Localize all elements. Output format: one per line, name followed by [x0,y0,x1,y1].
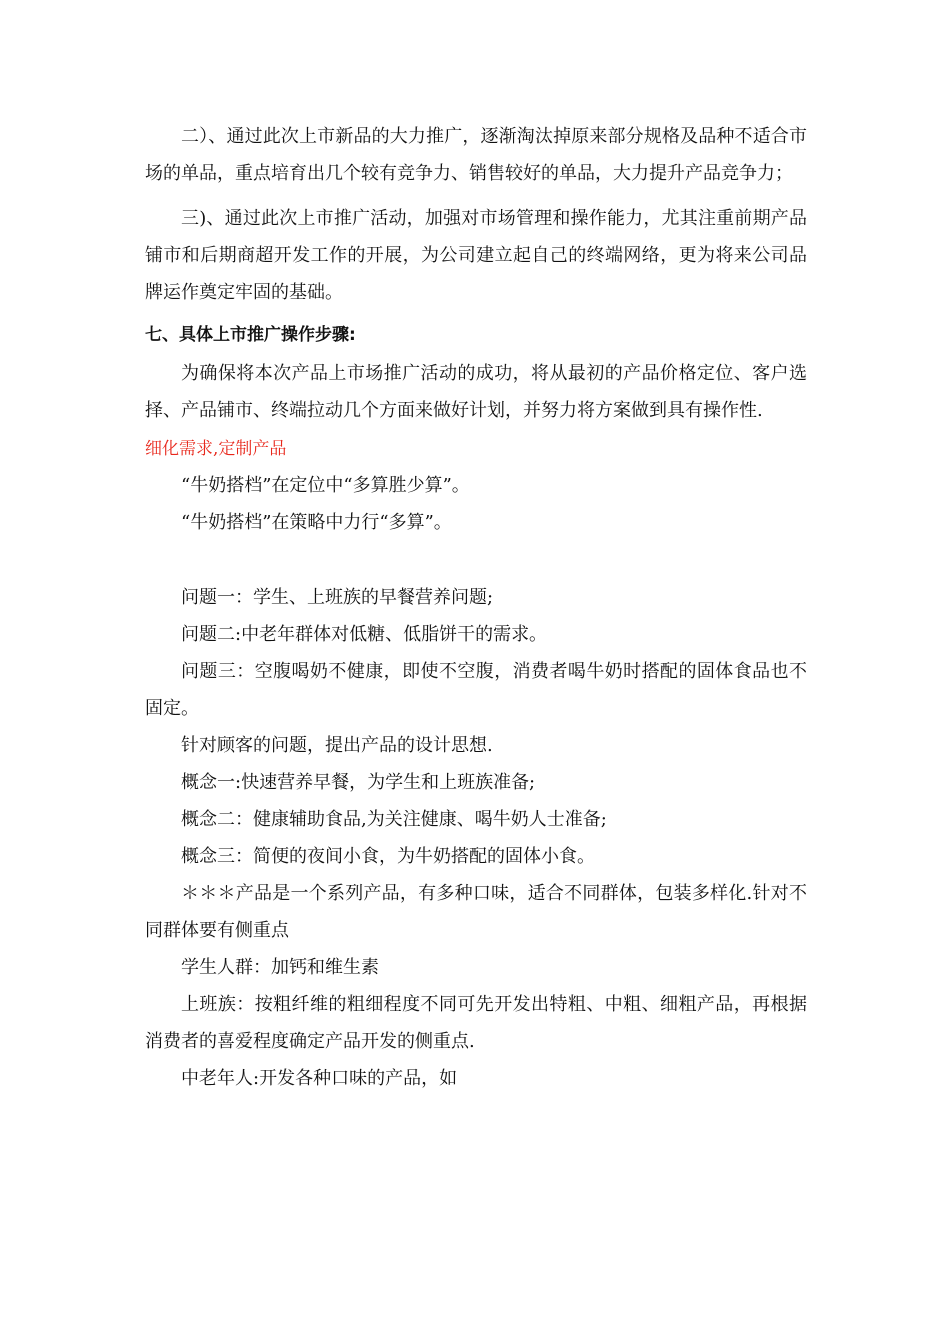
paragraph-intro: 为确保将本次产品上市场推广活动的成功，将从最初的产品价格定位、客户选择、产品铺市、终端拉动几个方面来做好计划，并努力将方案做到具有操作性. [145,363,807,421]
series-note: ＊＊＊产品是一个系列产品，有多种口味，适合不同群体，包装多样化.针对不同群体要有侧重点 [145,883,807,941]
red-subheading: 细化需求,定制产品 [145,439,287,459]
blank-line [145,541,807,579]
problem-3: 问题三：空腹喝奶不健康，即使不空腹，消费者喝牛奶时搭配的固体食品也不固定。 [145,661,807,719]
paragraph-objective-2: 二）、通过此次上市新品的大力推广，逐渐淘汰掉原来部分规格及品种不适合市场的单品，重点培育出几个较有竞争力、销售较好的单品，大力提升产品竞争力； [145,126,807,184]
concept-3: 概念三：简便的夜间小食，为牛奶搭配的固体小食。 [181,846,595,867]
problem-2: 问题二:中老年群体对低糖、低脂饼干的需求。 [181,624,548,645]
document-page [145,118,807,1097]
problem-1: 问题一：学生、上班族的早餐营养问题; [181,587,494,608]
line-strategy: “牛奶搭档”在策略中力行“多算”。 [181,512,452,533]
students-line: 学生人群：加钙和维生素 [181,957,379,978]
office-workers-line: 上班族：按粗纤维的粗细程度不同可先开发出特粗、中粗、细粗产品，再根据消费者的喜爱程度确定产品开发的侧重点. [145,994,807,1052]
section-heading: 七、具体上市推广操作步骤: [145,325,356,345]
design-intro: 针对顾客的问题，提出产品的设计思想. [181,735,493,756]
concept-1: 概念一:快速营养早餐，为学生和上班族准备; [181,772,536,793]
line-positioning: “牛奶搭档”在定位中“多算胜少算”。 [181,475,470,496]
concept-2: 概念二：健康辅助食品,为关注健康、喝牛奶人士准备; [181,809,607,830]
paragraph-objective-3: 三)、通过此次上市推广活动，加强对市场管理和操作能力，尤其注重前期产品铺市和后期商超开发工作的开展，为公司建立起自己的终端网络，更为将来公司品牌运作奠定牢固的基础。 [145,208,807,303]
elderly-line: 中老年人:开发各种口味的产品，如 [181,1068,458,1089]
